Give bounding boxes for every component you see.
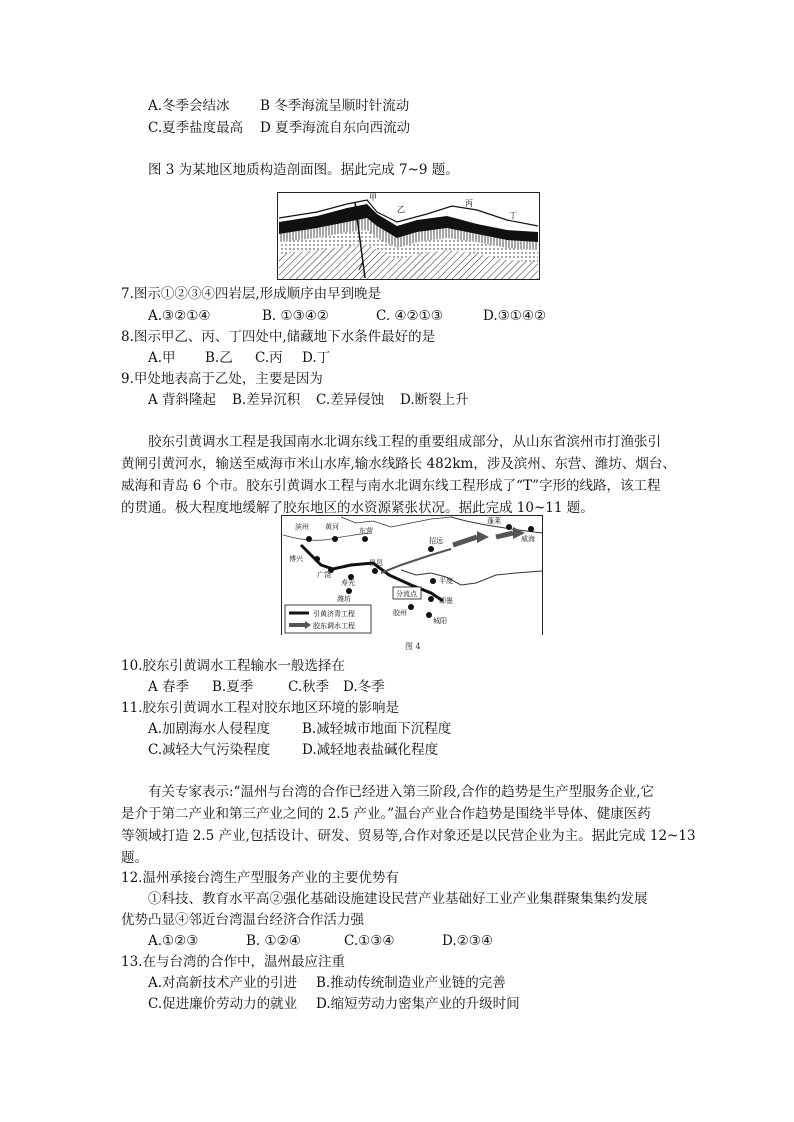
q11-option-a: A.加剧海水人侵程度 (148, 721, 271, 737)
q7-option-b: B. ①③④② (262, 308, 329, 324)
city-dongying: 东营 (359, 527, 373, 535)
q11-option-b: B.减轻城市地面下沉程度 (302, 721, 452, 737)
passage-12-13-line-4: 题。 (121, 850, 148, 866)
q13-option-a: A.对高新技术产业的引进 (148, 975, 298, 991)
passage-12-13-line-1: 有关专家表示:“温州与台湾的合作已经进入第三阶段,合作的趋势是生产型服务企业,它 (148, 784, 655, 800)
passage-12-13-line-2: 是介于第二产业和第三产业之间的 2.5 产业。”温台产业合作趋势是围绕半导体、健康医药 (121, 806, 651, 822)
q10-option-b: B.夏季 (212, 679, 254, 695)
q6-option-a: A.冬季会结冰 (148, 98, 230, 114)
q12-items-line-2: 优势凸显④邻近台湾温台经济合作活力强 (121, 912, 364, 928)
passage-10-11-line-3: 威海和青岛 6 个市。胶东引黄调水工程与南水北调东线工程形成了“T”字形的线路，该工程 (121, 478, 661, 494)
q9-option-a: A 背斜隆起 (148, 392, 217, 408)
intro-7-9: 图 3 为某地区地质构造剖面图。据此完成 7~9 题。 (148, 162, 459, 178)
city-huanghe: 黄河 (325, 523, 339, 531)
label-bing: 丙 (465, 199, 473, 208)
q11-option-c: C.减轻大气污染程度 (148, 742, 271, 758)
label-jia: 甲 (369, 193, 377, 202)
q12-stem: 12.温州承接台湾生产型服务产业的主要优势有 (121, 870, 399, 886)
city-weifang: 潍坊 (337, 595, 351, 603)
q9-stem: 9.甲处地表高于乙处，主要是因为 (121, 371, 323, 387)
passage-10-11-line-4: 的贯通。极大程度地缓解了胶东地区的水资源紧张状况。据此完成 10~11 题。 (121, 500, 594, 516)
q12-option-d: D.②③④ (442, 933, 493, 949)
city-weihai: 威海 (521, 535, 535, 543)
passage-10-11-line-2: 黄闸引黄河水，输送至威海市米山水库,输水线路长 482km，涉及滨州、东营、潍坊、烟台、 (121, 456, 676, 472)
geologic-cross-section-figure (277, 192, 540, 280)
city-penglai: 蓬莱 (487, 517, 501, 525)
q6-option-c: C.夏季盐度最高 (148, 120, 244, 136)
legend-jiao-dong: 胶东调水工程 (313, 622, 355, 630)
city-jimo: 即墨 (439, 597, 453, 605)
city-guangrao: 广饶 (317, 571, 331, 579)
city-jiaozhou: 胶州 (393, 609, 407, 617)
q12-option-c: C.①③④ (344, 933, 395, 949)
q13-option-c: C.促进廉价劳动力的就业 (148, 996, 298, 1012)
city-zhaoyuan: 招远 (429, 537, 443, 545)
q6-option-b: B 冬季海流呈顺时针流动 (260, 98, 410, 114)
label-yi: 乙 (397, 205, 405, 214)
water-transfer-map-figure (281, 515, 543, 635)
label-ding: 丁 (509, 211, 517, 220)
city-shouguang: 寿光 (341, 579, 355, 587)
q10-option-c: C.秋季 (288, 679, 330, 695)
q10-option-d: D.冬季 (343, 679, 385, 695)
city-changyi: 昌邑 (369, 559, 383, 567)
q8-option-d: D.丁 (302, 350, 331, 366)
q10-option-a: A 春季 (148, 679, 190, 695)
passage-12-13-line-3: 等领域打造 2.5 产业,包括设计、研发、贸易等,合作对象还是以民营企业为主。据此完成 12~13 (121, 828, 696, 844)
q8-option-c: C.丙 (255, 350, 283, 366)
q9-option-c: C.差异侵蚀 (316, 392, 385, 408)
q8-stem: 8.图示甲乙、丙、丁四处中,储藏地下水条件最好的是 (121, 329, 436, 345)
q12-option-b: B. ①②④ (246, 933, 301, 949)
city-binzhou: 滨州 (295, 523, 309, 531)
q9-option-b: B.差异沉积 (232, 392, 301, 408)
q7-stem: 7.图示①②③④四岩层,形成顺序由早到晚是 (121, 286, 382, 302)
q12-items-line-1: ①科技、教育水平高②强化基础设施建设民营产业基础好工业产业集群聚集集约发展 (148, 891, 648, 907)
city-boxing: 博兴 (289, 555, 303, 563)
q7-option-a: A.③②①④ (148, 308, 211, 324)
city-chengyang: 城阳 (433, 617, 447, 625)
passage-10-11-line-1: 胶东引黄调水工程是我国南水北调东线工程的重要组成部分，从山东省滨州市打渔张引 (148, 434, 661, 450)
q9-option-d: D.断裂上升 (400, 392, 469, 408)
q7-option-d: D.③①④② (483, 308, 547, 324)
q7-option-c: C. ④②①③ (376, 308, 443, 324)
q13-option-d: D.缩短劳动力密集产业的升级时间 (316, 996, 520, 1012)
q10-stem: 10.胶东引黄调水工程输水一般选择在 (121, 658, 345, 674)
q13-stem: 13.在与台湾的合作中，温州最应注重 (121, 954, 345, 970)
city-pingdu: 平度 (439, 577, 453, 585)
q12-option-a: A.①②③ (148, 933, 199, 949)
divide-point-label: 分流点 (396, 590, 417, 598)
q11-option-d: D.减轻地表盐碱化程度 (302, 742, 439, 758)
q13-option-b: B.推动传统制造业产业链的完善 (316, 975, 506, 991)
q11-stem: 11.胶东引黄调水工程对胶东地区环境的影响是 (121, 700, 399, 716)
figure-4-caption: 图 4 (405, 642, 421, 651)
legend-ji-qing: 引黄济青工程 (313, 610, 355, 618)
q6-option-d: D 夏季海流自东向西流动 (260, 120, 411, 136)
q8-option-b: B.乙 (205, 350, 233, 366)
q8-option-a: A.甲 (148, 350, 176, 366)
